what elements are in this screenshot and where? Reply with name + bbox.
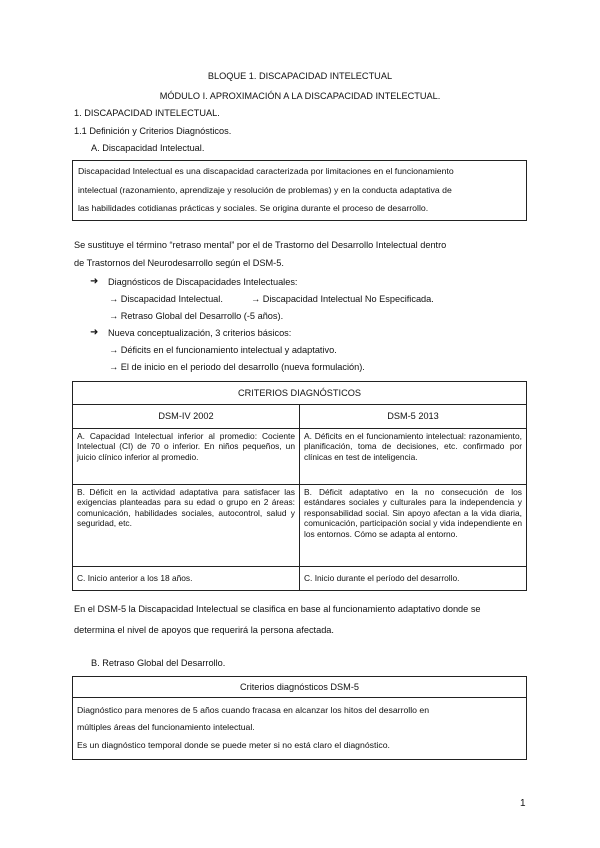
arrow-bullet-icon: ➜: [90, 327, 99, 338]
arrow-bullet-icon: ➜: [90, 276, 99, 287]
divider: [72, 697, 527, 698]
table-row: [73, 485, 527, 567]
dsm5-box-line: Es un diagnóstico temporal donde se puede meter si no está claro el diagnóstico.: [77, 740, 390, 750]
sub-bullet-text: → Retraso Global del Desarrollo (-5 años).: [109, 311, 284, 321]
table-title: CRITERIOS DIAGNÓSTICOS: [73, 382, 527, 405]
dsm5-box-title: Criterios diagnósticos DSM-5: [240, 682, 359, 692]
paragraph-line: Se sustituye el término “retraso mental” por el de Trastorno del Desarrollo Intelectual dentro: [74, 240, 447, 250]
paragraph-line: determina el nivel de apoyos que requerirá la persona afectada.: [74, 625, 334, 635]
item-b-heading: B. Retraso Global del Desarrollo.: [91, 658, 226, 668]
sub-bullet-text: → Discapacidad Intelectual No Especificada.: [251, 294, 434, 304]
table-cell: B. Déficit en la actividad adaptativa para satisfacer las exigencias planteadas para su edad o grupo en 2 áreas: comunicación, habilidades sociales, autocontrol, salud y seguridad, etc.: [73, 485, 300, 567]
bullet-text: Nueva conceptualización, 3 criterios básicos:: [108, 328, 292, 338]
table-cell: A. Déficits en el funcionamiento intelectual: razonamiento, planificación, toma de decisiones, etc. confirmado por clínicas en test de inteligencia.: [300, 429, 527, 485]
table-cell: C. Inicio durante el período del desarrollo.: [300, 567, 527, 591]
table-cell: C. Inicio anterior a los 18 años.: [73, 567, 300, 591]
subsection-heading: 1.1 Definición y Criterios Diagnósticos.: [74, 126, 232, 136]
sub-bullet-text: → Discapacidad Intelectual.: [109, 294, 223, 304]
definition-line: Discapacidad Intelectual es una discapacidad caracterizada por limitaciones en el funcionamiento: [78, 166, 454, 176]
table-row: [73, 429, 527, 485]
criteria-table: [72, 381, 527, 591]
module-title: MÓDULO I. APROXIMACIÓN A LA DISCAPACIDAD INTELECTUAL.: [159, 91, 441, 101]
dsm5-box-line: Diagnóstico para menores de 5 años cuando fracasa en alcanzar los hitos del desarrollo en: [77, 705, 430, 715]
sub-bullet-text: → El de inicio en el periodo del desarrollo (nueva formulación).: [109, 362, 365, 372]
dsm5-box-line: múltiples áreas del funcionamiento intelectual.: [77, 722, 255, 732]
item-a-heading: A. Discapacidad Intelectual.: [91, 143, 205, 153]
paragraph-line: En el DSM-5 la Discapacidad Intelectual se clasifica en base al funcionamiento adaptativo donde se: [74, 604, 481, 614]
block-title: BLOQUE 1. DISCAPACIDAD INTELECTUAL: [207, 71, 393, 81]
table-cell: B. Déficit adaptativo en la no consecución de los estándares sociales y culturales para la independencia y responsabilidad social. Sin apoyo afectan a la vida diaria, comunicación, participación social y vida independiente en los entornos. Cómo se adapta al entorno.: [300, 485, 527, 567]
column-header-dsm-iv: DSM-IV 2002: [73, 405, 300, 429]
column-header-dsm-5: DSM-5 2013: [300, 405, 527, 429]
paragraph-line: de Trastornos del Neurodesarrollo según el DSM-5.: [74, 258, 284, 268]
sub-bullet-text: → Déficits en el funcionamiento intelectual y adaptativo.: [109, 345, 337, 355]
bullet-text: Diagnósticos de Discapacidades Intelectuales:: [108, 277, 298, 287]
table-cell: A. Capacidad Intelectual inferior al promedio: Cociente Intelectual (CI) de 70 o inferior. En niños pequeños, un juicio clínico inferior al promedio.: [73, 429, 300, 485]
definition-line: intelectual (razonamiento, aprendizaje y resolución de problemas) y en la conducta adaptativa de: [78, 185, 452, 195]
page-number: 1: [520, 798, 526, 809]
definition-line: las habilidades cotidianas prácticas y sociales. Se origina durante el proceso de desarrollo.: [78, 203, 429, 213]
section-heading: 1. DISCAPACIDAD INTELECTUAL.: [74, 108, 220, 118]
table-row: [73, 567, 527, 591]
